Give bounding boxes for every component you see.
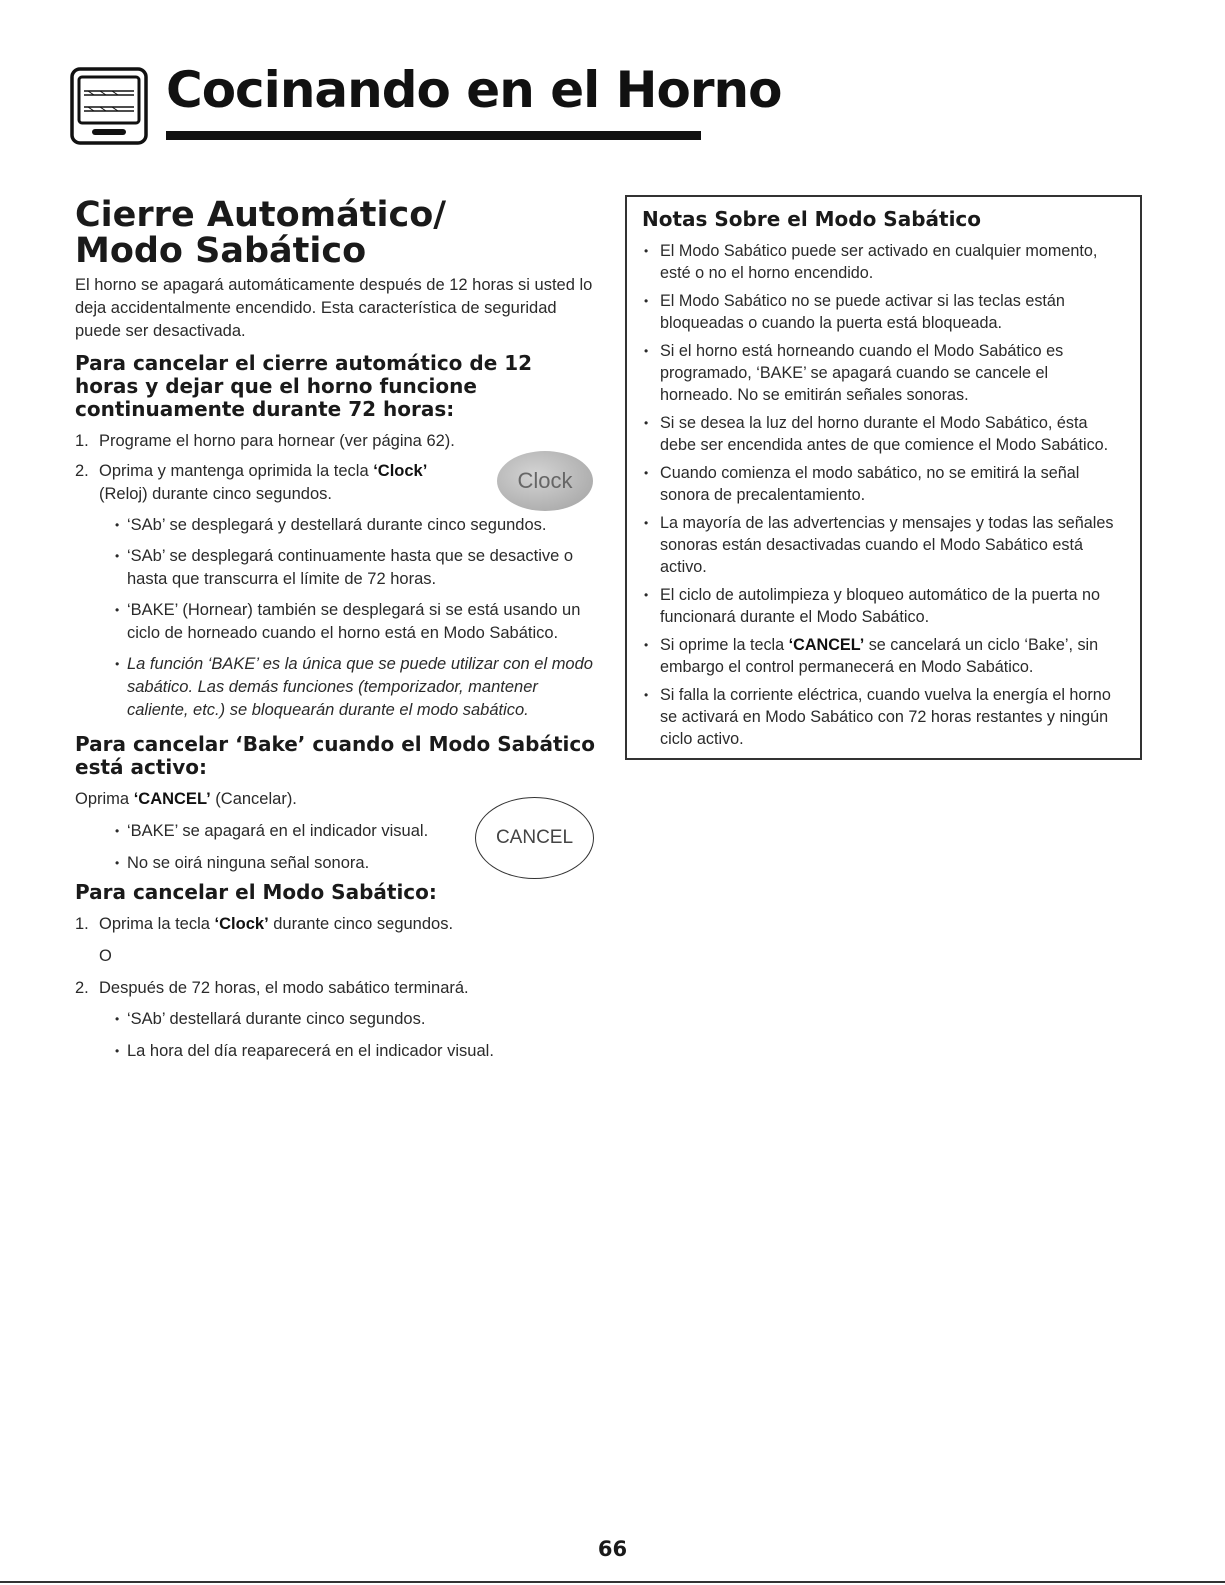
list-item: • Cuando comienza el modo sabático, no se emitirá la señal sonora de precalentamiento. [642, 462, 1122, 506]
step-number: 1. [75, 432, 89, 450]
intro-paragraph: El horno se apagará automáticamente después de 12 horas si usted lo deja accidentalmente encendido. Esta característica de seguridad puede ser desactivada. [75, 276, 593, 340]
list-item: • ‘SAb’ se desplegará y destellará durante cinco segundos. [115, 514, 595, 537]
notes-list [642, 240, 1122, 750]
heading-cancel-bake: Para cancelar ‘Bake’ cuando el Modo Sabático está activo: [75, 732, 595, 779]
page-title: Cocinando en el Horno [166, 61, 782, 119]
clock-key-ref: ‘Clock’ [214, 915, 269, 933]
page-header [70, 55, 782, 150]
clock-key-graphic: Clock [497, 451, 593, 511]
step-number: 2. [75, 462, 89, 480]
section-title [75, 197, 595, 269]
heading-cancel-auto-off: Para cancelar el cierre automático de 12 horas y dejar que el horno funcione continuamente durante 72 horas: [75, 351, 533, 421]
list-item: • ‘BAKE’ se apagará en el indicador visual. [115, 820, 595, 843]
step-number: 2. [75, 979, 89, 997]
title-underline [166, 131, 701, 140]
section-title-line-2: Modo Sabático [75, 231, 367, 271]
list-item: • El ciclo de autolimpieza y bloqueo automático de la puerta no funcionará durante el Modo Sabático. [642, 584, 1122, 628]
or-text: O [99, 947, 112, 965]
sabbath-notes-box [625, 195, 1142, 760]
cancel-key-graphic: CANCEL [475, 797, 594, 879]
page-number: 66 [597, 1537, 628, 1561]
list-item: • La mayoría de las advertencias y mensajes y todas las señales sonoras están desactivadas cuando el Modo Sabático está activo. [642, 512, 1122, 578]
section-title-line-1: Cierre Automático/ [75, 195, 447, 235]
list-item: • ‘SAb’ destellará durante cinco segundos. [115, 1008, 595, 1031]
cancel-step-1 [75, 913, 595, 936]
list-item: • No se oirá ninguna señal sonora. [115, 852, 595, 875]
list-item: • ‘BAKE’ (Hornear) también se desplegará si se está usando un ciclo de horneado cuando el horno está en Modo Sabático. [115, 599, 595, 645]
list-item: • ‘SAb’ se desplegará continuamente hasta que se desactive o hasta que transcurra el límite de 72 horas. [115, 545, 595, 591]
notes-title: Notas Sobre el Modo Sabático [642, 207, 982, 231]
list-item: • Si oprime la tecla ‘CANCEL’ se cancelará un ciclo ‘Bake’, sin embargo el control permanecerá en Modo Sabático. [642, 634, 1122, 678]
step-text: Oprima la tecla ‘Clock’ durante cinco segundos. [99, 915, 454, 933]
bottom-divider [0, 1581, 1225, 1583]
cancel-key-ref: ‘CANCEL’ [133, 790, 211, 808]
step-text: Programe el horno para hornear (ver página 62). [99, 432, 455, 450]
bullet-list-end [75, 1008, 595, 1063]
clock-key-ref: ‘Clock’ [373, 462, 428, 480]
list-item: • La hora del día reaparecerá en el indicador visual. [115, 1040, 595, 1063]
list-item-italic: • La función ‘BAKE’ es la única que se puede utilizar con el modo sabático. Las demás funciones (temporizador, mantener caliente, etc.) se bloquearán durante el modo sabático. [115, 653, 595, 722]
oven-icon [70, 67, 148, 145]
list-item: • El Modo Sabático no se puede activar si las teclas están bloqueadas o cuando la puerta está bloqueada. [642, 290, 1122, 334]
heading-cancel-sabbath: Para cancelar el Modo Sabático: [75, 880, 437, 904]
step-number: 1. [75, 915, 89, 933]
bullet-list-sab [75, 514, 595, 722]
cancel-step-2 [75, 977, 595, 1000]
list-item: • Si el horno está horneando cuando el Modo Sabático es programado, ‘BAKE’ se apagará cuando se cancele el horneado. No se emitirán señales sonoras. [642, 340, 1122, 406]
press-cancel-text: Oprima ‘CANCEL’ (Cancelar). [75, 790, 297, 808]
list-item: • Si falla la corriente eléctrica, cuando vuelva la energía el horno se activará en Modo Sabático con 72 horas restantes y ningún ciclo activo. [642, 684, 1122, 750]
step-text: Oprima y mantenga oprimida la tecla ‘Clock’ (Reloj) durante cinco segundos. [99, 462, 428, 503]
step-text: Después de 72 horas, el modo sabático terminará. [99, 979, 469, 997]
left-column [75, 197, 595, 1063]
list-item: • Si se desea la luz del horno durante el Modo Sabático, ésta debe ser encendida antes de que comience el Modo Sabático. [642, 412, 1122, 456]
cancel-key-ref: ‘CANCEL’ [788, 636, 865, 654]
step-1 [75, 430, 595, 453]
list-item: • El Modo Sabático puede ser activado en cualquier momento, esté o no el horno encendido. [642, 240, 1122, 284]
